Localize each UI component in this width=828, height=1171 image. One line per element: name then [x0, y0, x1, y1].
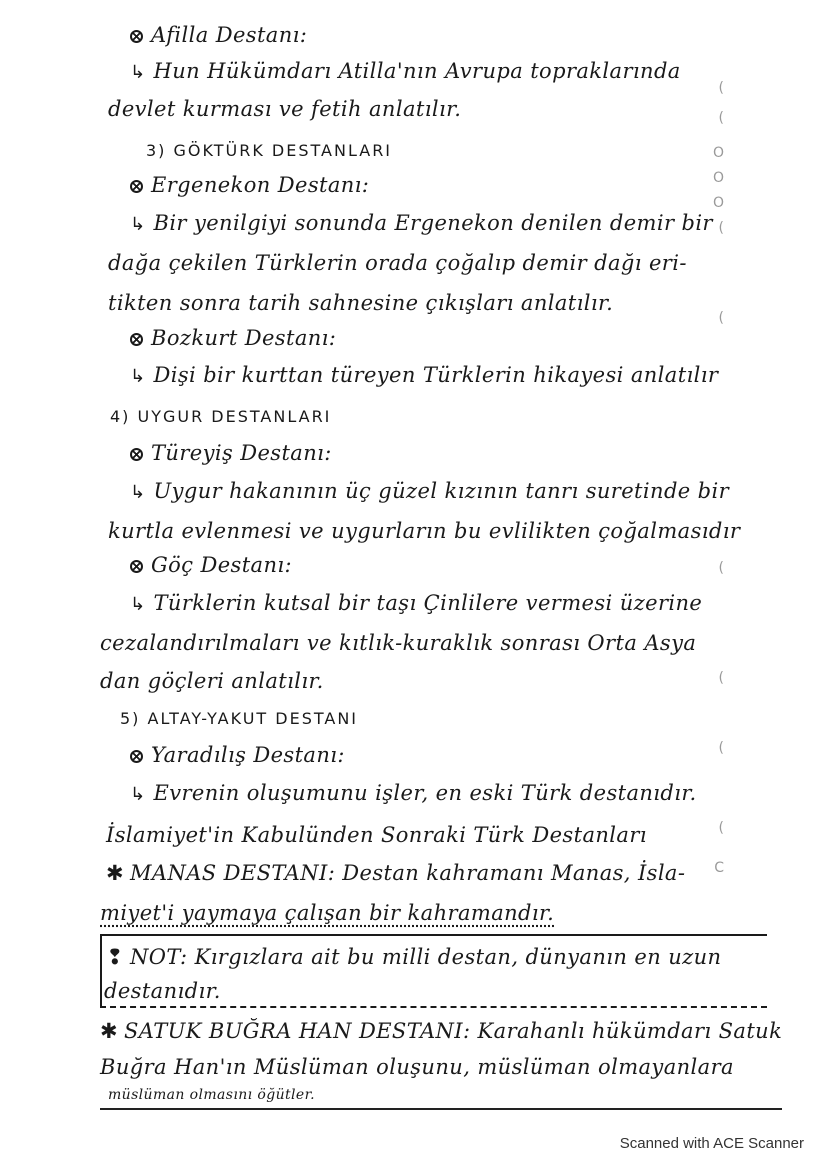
ring-hole-mark: (: [718, 820, 724, 836]
section-item-bozkurt: Bozkurt Destanı:: [130, 325, 336, 351]
ring-hole-mark: (: [718, 110, 724, 126]
bullet-icon: [130, 448, 143, 461]
arrow-icon: ↳: [130, 62, 146, 83]
ring-hole-mark: (: [718, 740, 724, 756]
heading-altay-yakut: 5) ALTAY-YAKUT DESTANI: [120, 709, 359, 728]
heading-uygur: 4) UYGUR DESTANLARI: [110, 407, 332, 426]
ring-hole-mark: (: [718, 80, 724, 96]
section-item-ergenekon: Ergenekon Destanı:: [130, 172, 369, 198]
arrow-icon: ↳: [130, 214, 146, 235]
exclamation-icon: ❢: [106, 945, 124, 969]
text-line: dağa çekilen Türklerin orada çoğalıp demir dağı eri-: [108, 251, 687, 275]
ring-hole-mark: O: [712, 170, 724, 186]
text-line: destanıdır.: [104, 979, 221, 1003]
bullet-icon: [130, 180, 143, 193]
text-line: ↳ Türklerin kutsal bir taşı Çinlilere vermesi üzerine: [130, 590, 702, 618]
section-item-yaradilis: Yaradılış Destanı:: [130, 742, 345, 768]
text-line: kurtla evlenmesi ve uygurların bu evlilikten çoğalmasıdır: [108, 519, 741, 543]
bullet-icon: [130, 750, 143, 763]
scanner-watermark: Scanned with ACE Scanner: [619, 1135, 804, 1152]
section-item-atilla: Afilla Destanı:: [130, 22, 307, 48]
heading-gokturk: 3) GÖKTÜRK DESTANLARI: [146, 141, 393, 160]
text-line: ↳ Dişi bir kurttan türeyen Türklerin hikayesi anlatılır: [130, 362, 718, 390]
bullet-icon: [130, 560, 143, 573]
text-line: müslüman olmasını öğütler.: [108, 1087, 315, 1103]
manas-line: ✱ MANAS DESTANI: Destan kahramanı Manas, İsla-: [106, 861, 686, 885]
text-line: ↳ Hun Hükümdarı Atilla'nın Avrupa topraklarında: [130, 58, 681, 86]
text-line: devlet kurması ve fetih anlatılır.: [108, 97, 462, 121]
ring-hole-mark: (: [718, 220, 724, 236]
margin-ring-holes: [704, 20, 724, 1080]
satuk-line: ✱ SATUK BUĞRA HAN DESTANI: Karahanlı hükümdarı Satuk: [100, 1019, 783, 1043]
ring-hole-mark: (: [718, 310, 724, 326]
arrow-icon: ↳: [130, 366, 146, 387]
arrow-icon: ↳: [130, 594, 146, 615]
text-line: ↳ Uygur hakanının üç güzel kızının tanrı suretinde bir: [130, 478, 729, 506]
arrow-icon: ↳: [130, 784, 146, 805]
subheading-islamiyet: İslamiyet'in Kabulünden Sonraki Türk Destanları: [106, 823, 647, 847]
ring-hole-mark: C: [714, 860, 724, 876]
ring-hole-mark: O: [712, 195, 724, 211]
text-line: cezalandırılmaları ve kıtlık-kuraklık sonrası Orta Asya: [100, 631, 697, 655]
section-item-goc: Göç Destanı:: [130, 552, 292, 578]
text-line: ↳ Evrenin oluşumunu işler, en eski Türk destanıdır.: [130, 780, 697, 808]
bullet-icon: [130, 30, 143, 43]
text-line: ↳ Bir yenilgiyi sonunda Ergenekon denilen demir bir: [130, 210, 713, 238]
text-line: tikten sonra tarih sahnesine çıkışları anlatılır.: [108, 291, 614, 315]
ring-hole-mark: (: [718, 670, 724, 686]
asterisk-icon: ✱: [106, 861, 124, 885]
text-line: Buğra Han'ın Müslüman oluşunu, müslüman olmayanlara: [100, 1055, 734, 1079]
section-item-tureyis: Türeyiş Destanı:: [130, 440, 332, 466]
asterisk-icon: ✱: [100, 1019, 118, 1043]
ring-hole-mark: O: [712, 145, 724, 161]
text-line: miyet'i yaymaya çalışan bir kahramandır.: [100, 901, 555, 925]
ring-hole-mark: (: [718, 560, 724, 576]
notebook-page: [100, 0, 782, 1110]
note-line: ❢ NOT: Kırgızlara ait bu milli destan, dünyanın en uzun: [106, 945, 722, 969]
text-line: dan göçleri anlatılır.: [100, 669, 324, 693]
arrow-icon: ↳: [130, 482, 146, 503]
bullet-icon: [130, 333, 143, 346]
